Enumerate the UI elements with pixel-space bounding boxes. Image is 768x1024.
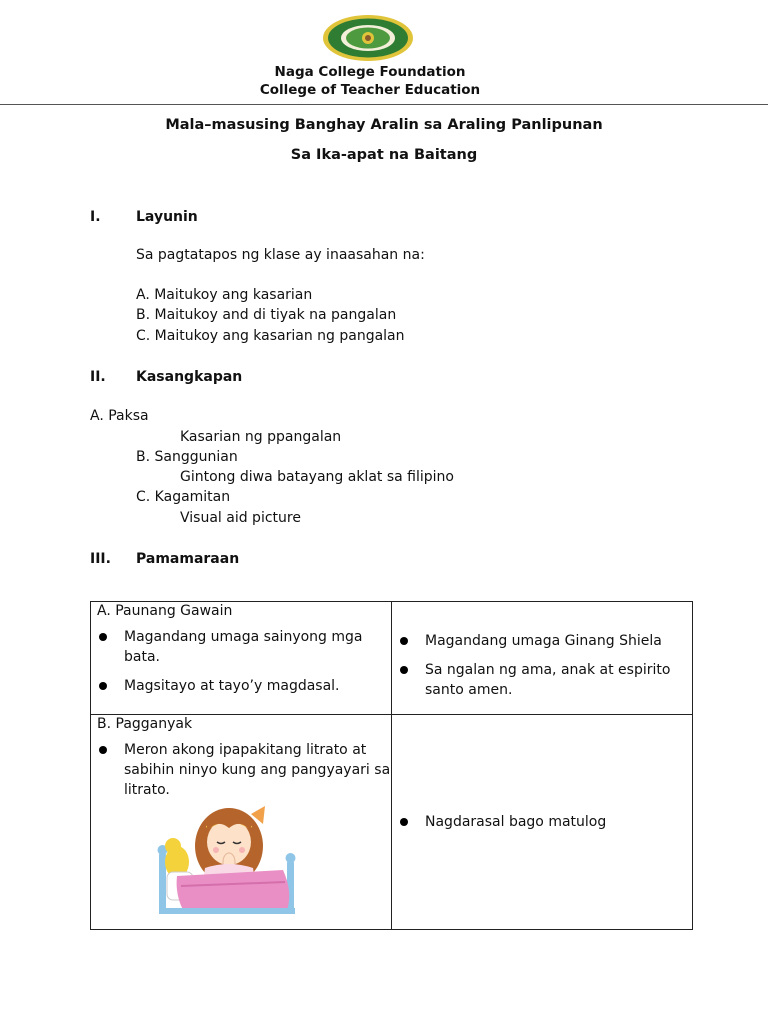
list-item: Sa ngalan ng ama, anak at espirito santo amen.	[392, 660, 692, 700]
document-title: Mala–masusing Banghay Aralin sa Araling Panlipunan	[165, 117, 603, 133]
activity-label: A. Paunang Gawain	[97, 603, 233, 619]
objective-item: A. Maitukoy ang kasarian	[136, 287, 313, 303]
section-2-heading: Kasangkapan	[136, 369, 243, 385]
list-item: Magandang umaga Ginang Shiela	[392, 631, 692, 651]
activity-label: B. Pagganyak	[97, 716, 193, 732]
institution-name: Naga College Foundation	[274, 64, 466, 80]
teacher-lines	[91, 740, 391, 800]
procedure-table	[90, 601, 693, 930]
objective-item: C. Maitukoy ang kasarian ng pangalan	[136, 328, 405, 344]
list-item: Nagdarasal bago matulog	[392, 812, 692, 832]
reference-label: B. Sanggunian	[136, 449, 238, 465]
table-row	[91, 715, 693, 930]
section-1-number: I.	[90, 209, 101, 225]
section-2-number: II.	[90, 369, 106, 385]
list-item: Magsitayo at tayo’y magdasal.	[91, 676, 391, 696]
student-activity-cell	[392, 715, 693, 930]
topic-value: Kasarian ng ppangalan	[180, 429, 342, 445]
college-seal-logo	[322, 14, 414, 62]
objectives-intro: Sa pagtatapos ng klase ay inaasahan na:	[136, 247, 425, 263]
student-lines	[392, 631, 692, 700]
objective-item: B. Maitukoy and di tiyak na pangalan	[136, 307, 397, 323]
student-activity-cell	[392, 602, 693, 715]
section-3-heading: Pamamaraan	[136, 551, 240, 567]
section-3-number: III.	[90, 551, 111, 567]
header-divider	[0, 104, 768, 105]
teacher-lines	[91, 627, 391, 696]
section-1-heading: Layunin	[136, 209, 198, 225]
student-lines	[392, 812, 692, 832]
table-row	[91, 602, 693, 715]
materials-label: C. Kagamitan	[136, 489, 231, 505]
reference-value: Gintong diwa batayang aklat sa filipino	[180, 469, 454, 485]
college-name: College of Teacher Education	[259, 82, 481, 98]
teacher-activity-cell	[91, 715, 392, 930]
list-item: Meron akong ipapakitang litrato at sabihin ninyo kung ang pangyayari sa litrato.	[91, 740, 391, 800]
praying-girl-illustration	[157, 802, 307, 922]
teacher-activity-cell	[91, 602, 392, 715]
topic-label: A. Paksa	[90, 408, 149, 424]
list-item: Magandang umaga sainyong mga bata.	[91, 627, 391, 667]
materials-value: Visual aid picture	[180, 510, 301, 526]
document-subtitle: Sa Ika-apat na Baitang	[290, 147, 478, 163]
